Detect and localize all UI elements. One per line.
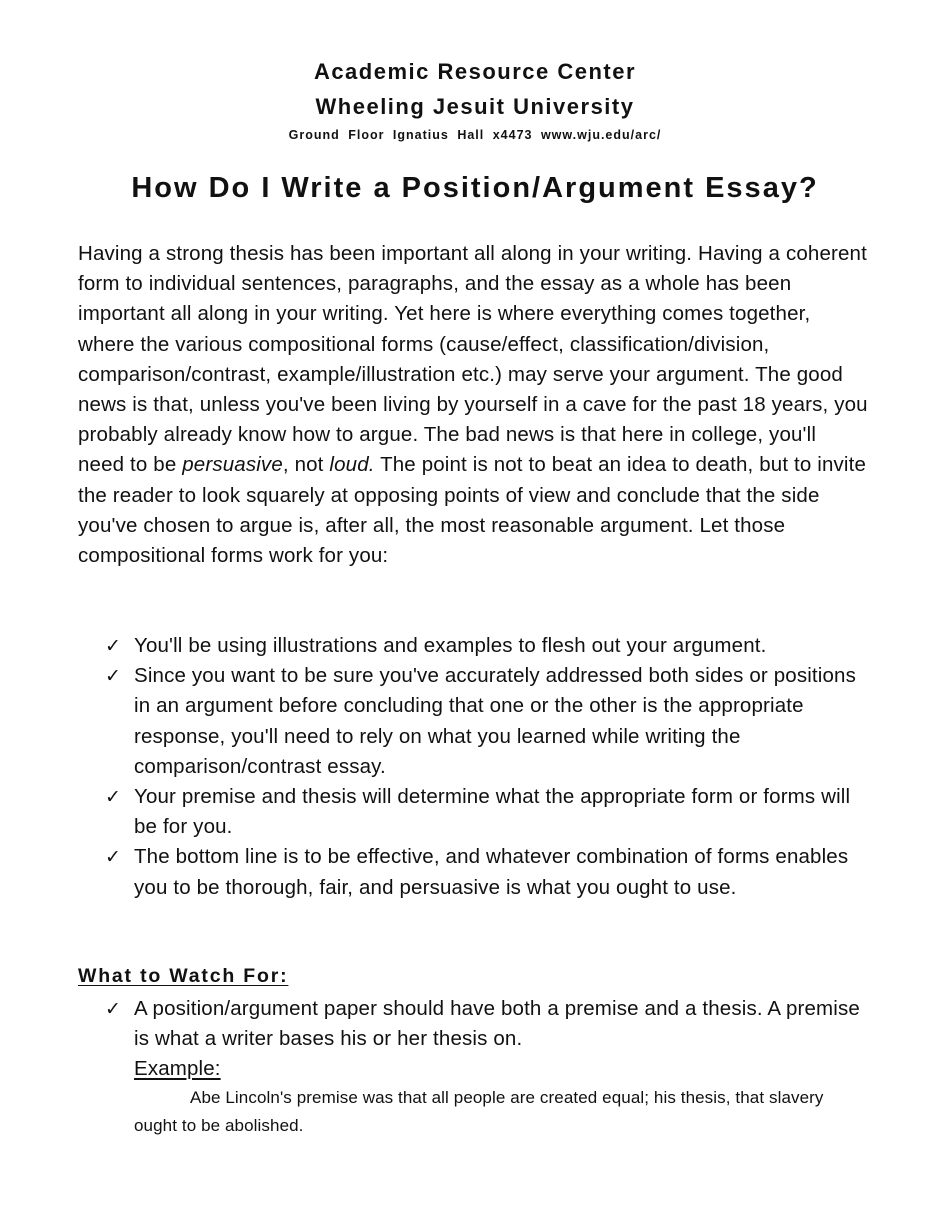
checkmark-icon: ✓ [105,635,122,657]
example-label: Example: [134,1057,221,1081]
checkmark-icon: ✓ [105,998,122,1020]
compositional-forms-list [0,631,950,903]
intro-text-1: Having a strong thesis has been important all along in your writing. Having a coherent form to individual sentences, paragraphs, and the essay as a whole has been important all along in your writing. Yet here is where everything comes together, where the various compositional forms (cause/effect, classification/division, comparison/contrast, example/illustration etc.) may serve your argument. The good news is that, unless you've been living by yourself in a cave for the past 18 years, you probably already know how to argue. The bad news is that here in college, you'll need to be [78,242,868,477]
checkmark-icon: ✓ [105,665,122,688]
intro-emphasis-loud: loud. [329,453,375,477]
list-item-text: Since you want to be sure you've accurately addressed both sides or positions in an argument before concluding that one or the other is the appropriate response, you'll need to rely on what you learned while writing the comparison/contrast essay. [134,664,856,778]
checkmark-icon: ✓ [105,786,122,809]
center-name: Academic Resource Center [313,59,637,84]
intro-paragraph [78,239,868,571]
list-item [0,782,864,842]
list-item-text: The bottom line is to be effective, and whatever combination of forms enables you to be thorough, fair, and persuasive is what you ought to use. [134,845,849,899]
example-text: Abe Lincoln's premise was that all people are created equal; his thesis, that slavery ought to be abolished. [134,1088,824,1135]
intro-text-2: , not [282,453,330,477]
list-item-text: A position/argument paper should have both a premise and a thesis. A premise is what a writer bases his or her thesis on. [134,997,860,1051]
list-item [0,631,864,661]
section-heading-what-to-watch-for: What to Watch For: [78,965,289,987]
list-item-text: You'll be using illustrations and examples to flesh out your argument. [134,634,767,657]
watch-for-list [0,994,950,1085]
list-item [0,994,864,1085]
intro-emphasis-persuasive: persuasive [182,453,283,477]
contact-line: Ground Floor Ignatius Hall x4473 www.wju.edu/arc/ [288,128,662,142]
university-name: Wheeling Jesuit University [315,94,635,119]
page-title: How Do I Write a Position/Argument Essay? [131,172,819,204]
list-item [0,842,864,902]
list-item [0,661,864,782]
intro-text-3: The point is not to beat an idea to death, but to invite the reader to look squarely at opposing points of view and conclude that the side you've chosen to argue is, after all, the most reasonable argument. Let those compositional forms work for you: [78,453,867,568]
list-item-text: Your premise and thesis will determine what the appropriate form or forms will be for you. [134,785,851,839]
checkmark-icon: ✓ [105,846,122,869]
